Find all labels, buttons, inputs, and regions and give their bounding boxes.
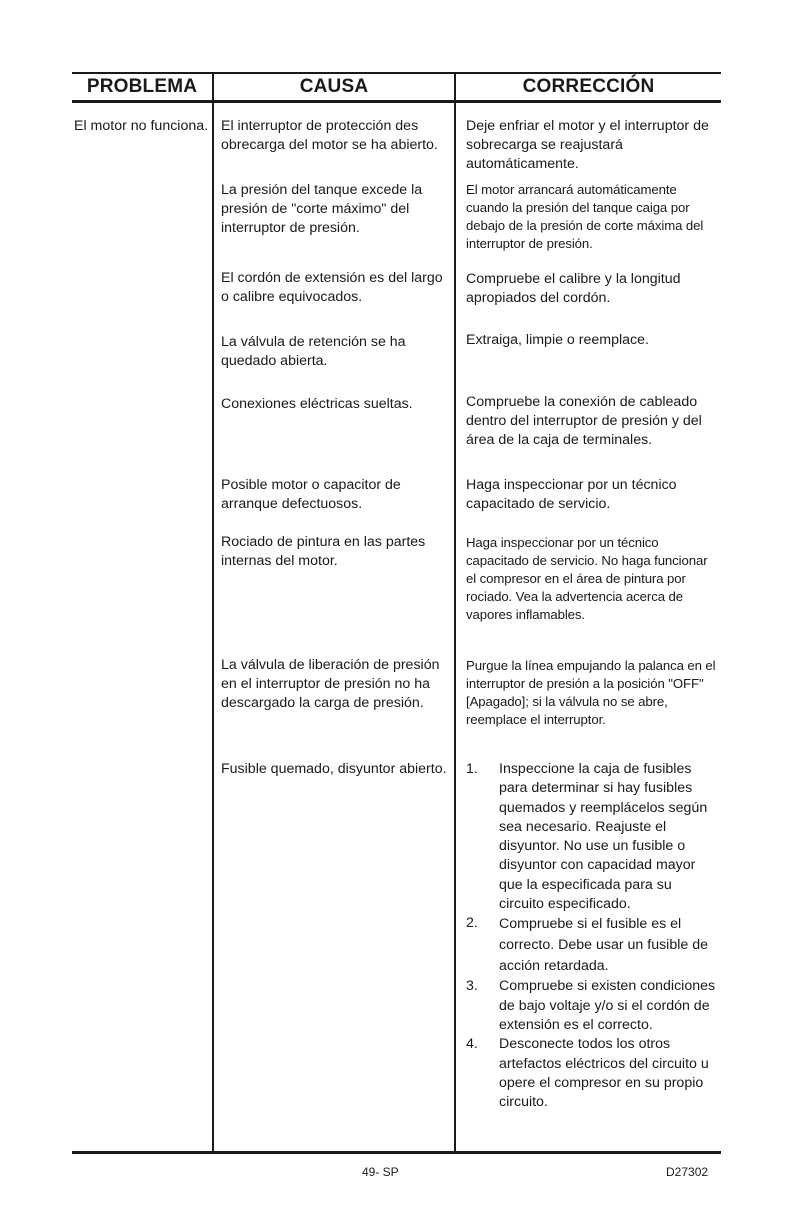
document-code: D27302: [666, 1165, 709, 1179]
correccion-6: Haga inspeccionar por un técnico capacitado de servicio.: [466, 477, 677, 512]
causa-1: El interruptor de protección des obrecarga del motor se ha abierto.: [221, 118, 438, 153]
causa-3: El cordón de extensión es del largo o calibre equivocados.: [221, 270, 443, 305]
list-item: [466, 760, 718, 914]
header-problema: PROBLEMA: [86, 76, 198, 97]
correccion-2: El motor arrancará automáticamente cuando la presión del tanque caiga por debajo de la presión de corte máxima del interruptor de presión.: [466, 182, 704, 251]
causa-8: La válvula de liberación de presión en el interruptor de presión no ha descargado la carga de presión.: [221, 657, 440, 711]
list-item: [466, 1035, 718, 1112]
step-text: Desconecte todos los otros artefactos eléctricos del circuito u opere el compresor en su propio circuito.: [499, 1036, 709, 1111]
problem-text: El motor no funciona.: [74, 118, 209, 134]
causa-5: Conexiones eléctricas sueltas.: [221, 396, 413, 412]
causa-6: Posible motor o capacitor de arranque defectuosos.: [221, 477, 401, 512]
step-text: Inspeccione la caja de fusibles para determinar si hay fusibles quemados y reemplácelos según sea necesario. Reajuste el disyuntor. No use un fusible o disyuntor con capacidad mayor que la especificada para su circuito especificado.: [499, 761, 708, 913]
page-number: 49- SP: [362, 1165, 399, 1179]
step-number: 1.: [466, 761, 478, 777]
column-divider-1: [212, 72, 214, 1152]
table-bottom-rule: [72, 1151, 721, 1154]
column-divider-2: [454, 72, 456, 1152]
correccion-4: Extraiga, limpie o reemplace.: [466, 332, 649, 348]
correccion-8: Purgue la línea empujando la palanca en el interruptor de presión a la posición "OFF" [Apagado]; si la válvula no se abre, reemplace el interruptor.: [466, 658, 716, 727]
causa-9: Fusible quemado, disyuntor abierto.: [221, 761, 447, 777]
step-number: 3.: [466, 978, 478, 995]
table-header-rule: [72, 100, 721, 103]
step-text: Compruebe si el fusible es el correcto. Debe usar un fusible de acción retardada.: [499, 916, 708, 975]
step-number: 4.: [466, 1036, 478, 1053]
list-item: [466, 977, 718, 1035]
causa-7: Rociado de pintura en las partes internas del motor.: [221, 534, 426, 569]
correccion-steps: [466, 760, 718, 1112]
step-text: Compruebe si existen condiciones de bajo voltaje y/o si el cordón de extensión es el correcto.: [499, 978, 716, 1033]
step-number: 2.: [466, 915, 478, 932]
causa-2: La presión del tanque excede la presión de "corte máximo" del interruptor de presión.: [221, 182, 423, 236]
correccion-1: Deje enfriar el motor y el interruptor de sobrecarga se reajustará automáticamente.: [466, 118, 709, 172]
list-item: [466, 914, 718, 977]
header-causa: CAUSA: [299, 76, 369, 97]
correccion-3: Compruebe el calibre y la longitud apropiados del cordón.: [466, 271, 681, 306]
header-correccion: CORRECCIÓN: [522, 76, 655, 97]
correccion-7: Haga inspeccionar por un técnico capacitado de servicio. No haga funcionar el compresor en el área de pintura por rociado. Vea la advertencia acerca de vapores inflamables.: [466, 535, 708, 622]
causa-4: La válvula de retención se ha quedado abierta.: [221, 334, 406, 369]
correccion-5: Compruebe la conexión de cableado dentro del interruptor de presión y del área de la caja de terminales.: [466, 394, 702, 448]
table-top-rule: [72, 72, 721, 74]
